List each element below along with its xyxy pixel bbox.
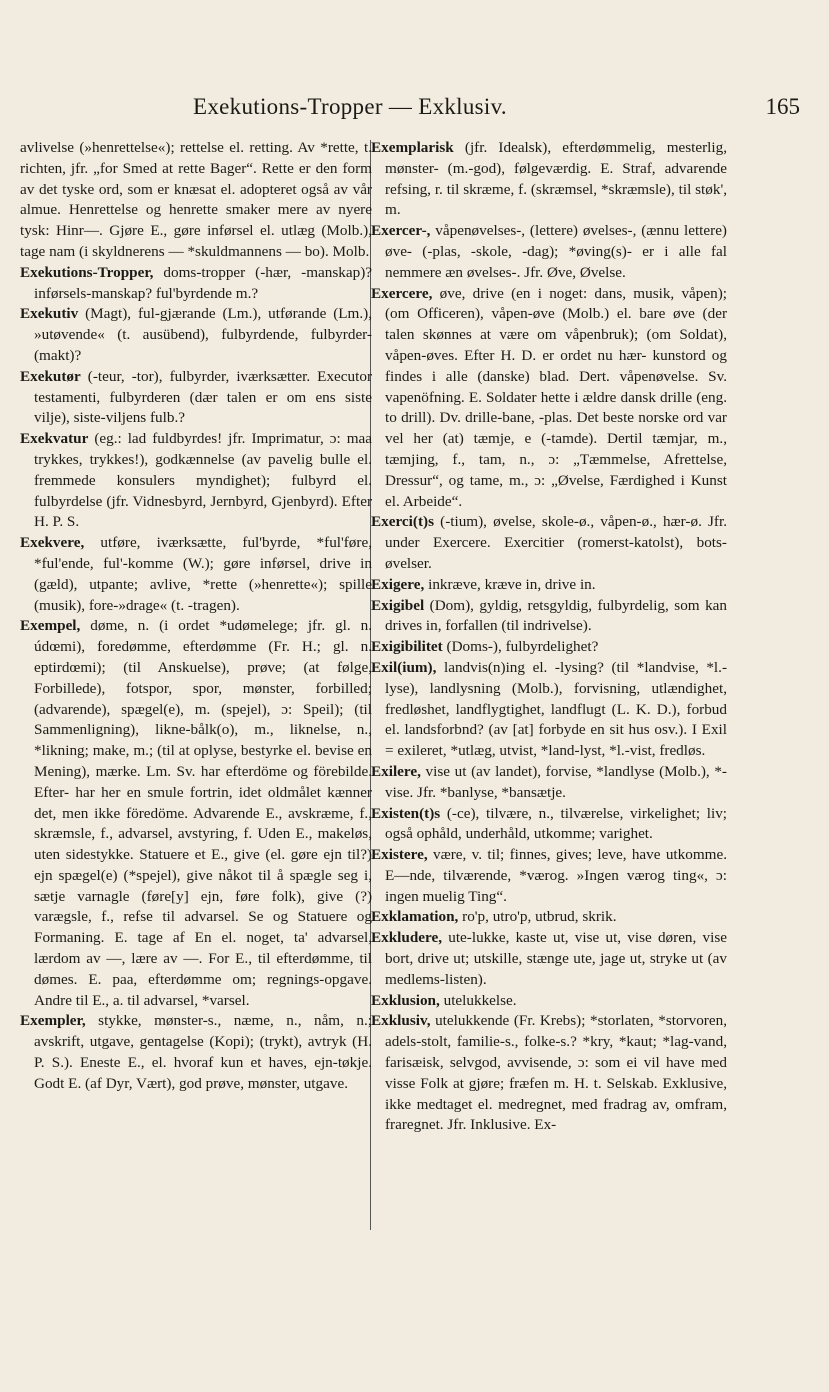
dictionary-entry <box>371 596 727 638</box>
entry-text: være, v. til; finnes, gives; leve, have utkomme. E—nde, tilværende, *værog. »Ingen værog ting«, ɔ: ingen muelig Ting“. <box>385 846 728 905</box>
entry-text: (eg.: lad fuldbyrdes! jfr. Imprimatur, ɔ: maa trykkes, trykkes!), godkænnelse (av pavelig bulle el. fremmede konsulers myndighet); fulbyrd el. fulbyrdelse (jfr. Vidnesbyrd, Jernbyrd, Gjenbyrd). Efter H. P. S. <box>34 430 372 531</box>
entry-headword: Existere, <box>371 846 428 864</box>
entry-text: (jfr. Idealsk), efterdømmelig, mesterlig, mønster- (m.-god), følgeværdig. E. Straf, advarende refsing, r. til skræme, f. (skræmsel, *skræmsle), til støk', m. <box>385 139 728 219</box>
entry-text: døme, n. (i ordet *udømelege; jfr. gl. n. údœmi), foredømme, efterdømme (Fr. H.; gl. n. eptirdœmi); (til Anskuelse), prøve; (at følge, Forbillede), fotspor, spor, mønster, forbilled; (advarende), spægel(e), m. (spejel), ɔ: Speil); (til Sammenligning), likne-bålk(o), m., liknelse, n., *likning; make, m.; (til at oplyse, bestyrke el. bevise en Mening), mærke. Lm. Sv. har efterdöme og förebilde. Efter- har her en smule fortrin, idet oldmålet kænner det, men ikke föredöme. Advarende E., avskræme, f., skræmsle, f., advarsel, avstyring, f. Uden E., makeløs, uten sidestykke. Statuere et E., give (el. gøre ejn til?) ejn spægel(e) (*spejel), give nåkot til å spægle seg i, sætje varnagle (føre[y] ejn, føre folk), give (?) varægsle, f., refse til advarsel. Se og Statuere og Formaning. E. tage af En el. noget, ta' advarsel, lærdom av —, lære av —. For E., til efterdømme, til dømes. E. paa, efterdømme om; regnings-opgave. Andre til E., a. til advarsel, *varsel. <box>34 617 373 1009</box>
dictionary-entry <box>371 658 727 762</box>
entry-text: ro'p, utro'p, utbrud, skrik. <box>462 908 617 926</box>
entry-text: (-ce), tilvære, n., tilværelse, virkelighet; liv; også ophåld, underhåld, utkomme; varighet. <box>385 804 728 843</box>
entry-headword: Exercere, <box>371 284 433 302</box>
entry-text: vise ut (av landet), forvise, *landlyse (Molb.), *-vise. Jfr. *banlyse, *bansætje. <box>385 762 727 801</box>
entry-text: ute-lukke, kaste ut, vise ut, vise døren, vise bort, drive ut; utskille, stænge ute, jage ut, stryke ut (av medlems-listen). <box>385 929 727 988</box>
entry-text: utelukkende (Fr. Krebs); *storlaten, *storvoren, adels-stolt, familie-s., folke-s.? *kry, *kaut; *lag-vand, farisæisk, selvgod, avvisende, ɔ: som ei vil have med visse Folk at gjøre; fræfen m. H. t. Selskab. Exklusive, ikke medtaget el. medregnet, med fradrag av, omfram, fraregnet. Jfr. Inklusive. Ex- <box>385 1012 727 1134</box>
entry-text: (Magt), ful-gjærande (Lm.), utførande (Lm.), »utøvende« (t. ausübend), fulbyrdende, fulbyrder-(makt)? <box>34 305 373 364</box>
entry-headword: Exekutør <box>20 367 81 385</box>
entry-text: stykke, mønster-s., næme, n., nåm, n.; avskrift, utgave, gentagelse (Kopi); (trykt), avtryk (H. P. S.). Eneste E., el. hvoraf kun et haves, ejn-tøkje. Godt E. (af Dyr, Vært), god prøve, mønster, utgave. <box>34 1012 373 1092</box>
entry-headword: Existen(t)s <box>371 804 441 822</box>
dictionary-entry <box>371 575 727 596</box>
dictionary-entry <box>20 367 372 429</box>
entry-headword: Exempler, <box>20 1012 86 1030</box>
entry-text: landvis(n)ing el. -lysing? (til *landvise, *l.-lyse), landlysning (Molb.), forvisning, utlændighet, fredløshet, landflygtighet, landflugt (L. K. D.), forbud el. landsforbnd? (av [at] forbyde en sit hus osv.). I Exil = exileret, *utlæg, utvist, *land-lyst, *l.-vist, fredløs. <box>385 658 728 760</box>
entry-headword: Exkludere, <box>371 929 443 947</box>
entry-text: doms-tropper (-hær, -manskap)? inførsels-manskap? ful'byrdende m.? <box>34 263 372 302</box>
entry-text: inkræve, kræve in, drive in. <box>428 575 596 593</box>
entry-headword: Exigibel <box>371 596 425 614</box>
dictionary-entry <box>371 991 727 1012</box>
dictionary-entry <box>371 512 727 574</box>
entry-text: avlivelse (»henrettelse«); rettelse el. retting. Av *rette, t. richten, jfr. „for Smed at rette Bager“. Rette er den form av det tyske ord, som er knæsat el. adopteret også av vår almue. Henrettelse og henrette smaker mere av nyere tysk: Hinr—. Gjøre E., gøre inførsel el. utlæg (Molb.), tage nam (i skyldnerens — *skuldmannens — bo). Molb. <box>20 139 372 260</box>
entry-headword: Exilere, <box>371 762 421 780</box>
dictionary-entry <box>20 138 372 263</box>
dictionary-entry <box>371 221 727 283</box>
running-head: Exekutions-Tropper — Exklusiv. <box>193 94 507 119</box>
dictionary-entry <box>371 845 727 907</box>
dictionary-entry <box>20 533 372 616</box>
entry-headword: Exekvatur <box>20 430 89 448</box>
right-column <box>371 138 727 1136</box>
entry-headword: Exercer-, <box>371 222 431 240</box>
page-number: 165 <box>765 94 800 119</box>
entry-headword: Exekvere, <box>20 534 85 552</box>
dictionary-entry <box>371 284 727 513</box>
entry-headword: Exempel, <box>20 617 81 635</box>
entry-headword: Exil(ium), <box>371 658 437 676</box>
entry-text: (Dom), gyldig, retsgyldig, fulbyrdelig, som kan drives in, forfallen (til indrivelse). <box>385 596 728 635</box>
entry-headword: Exekutiv <box>20 305 79 323</box>
dictionary-entry <box>371 637 727 658</box>
dictionary-entry <box>20 1011 372 1094</box>
entry-text: (-teur, -tor), fulbyrder, iværksætter. Executor testamenti, fulbyrderen (dær talen er om ens siste vilje), siste-viljens fulb.? <box>34 367 373 427</box>
dictionary-entry <box>20 616 372 1011</box>
entry-headword: Exklamation, <box>371 908 459 926</box>
entry-text: (Doms-), fulbyrdelighet? <box>446 638 599 656</box>
entry-text: øve, drive (en i noget: dans, musik, våpen); (om Officeren), våpen-øve (Molb.) el. bare øve (der talen skønnes at være om våpenbruk); (om Soldat), våpen-øves. Efter H. D. er ordet nu hær- kunstord og findes i alle (danske) blad. Dert. våpenøvelse. Sv. vapenöfning. E. Soldater hette i ældre dansk drille (eng. to drill). Dv. drille-bane, -plas. Det beste norske ord var vel her (at) tæmje, e (-tamde). Dertil tæmjar, m., tæmjing, f., tam, n., ɔ: „Tæmmelse, Afrettelse, Dressur“, og tame, m., ɔ: „Øvelse, Færdighed i Kunst el. Arbeide“. <box>385 284 728 510</box>
page-header <box>28 90 800 124</box>
entry-text: våpenøvelses-, (lettere) øvelses-, (ænnu lettere) øve- (-plas, -skole, -dag); *øving(s)- er i alle fal nemmere æn øvelses-. Jfr. Øve, Øvelse. <box>385 222 727 281</box>
dictionary-entry <box>371 762 727 804</box>
dictionary-entry <box>20 304 372 366</box>
entry-text: utelukkelse. <box>443 991 517 1009</box>
dictionary-entry <box>371 928 727 990</box>
entry-headword: Exekutions-Tropper, <box>20 263 154 281</box>
dictionary-entry <box>20 429 372 533</box>
dictionary-entry <box>371 138 727 221</box>
dictionary-entry <box>371 1011 727 1136</box>
entry-headword: Exklusion, <box>371 991 440 1009</box>
entry-headword: Exklusiv, <box>371 1012 431 1030</box>
dictionary-entry <box>371 907 727 928</box>
dictionary-entry <box>371 804 727 846</box>
dictionary-entry <box>20 263 372 305</box>
entry-headword: Exigibilitet <box>371 638 443 656</box>
left-column <box>20 138 372 1095</box>
entry-text: (-tium), øvelse, skole-ø., våpen-ø., hær-ø. Jfr. under Exercere. Exercitier (romerst-katolst), bots-øvelser. <box>385 513 728 572</box>
entry-text: utføre, iværksætte, ful'byrde, *ful'føre, *ful'ende, ful'-komme (W.); gøre inførsel, drive in (gæld), utpante; avlive, *rette (»henrette«); spille (musik), fore-»drage« (t. -tragen). <box>34 534 372 614</box>
entry-headword: Exigere, <box>371 575 425 593</box>
entry-headword: Exemplarisk <box>371 139 454 156</box>
entry-headword: Exerci(t)s <box>371 513 434 531</box>
